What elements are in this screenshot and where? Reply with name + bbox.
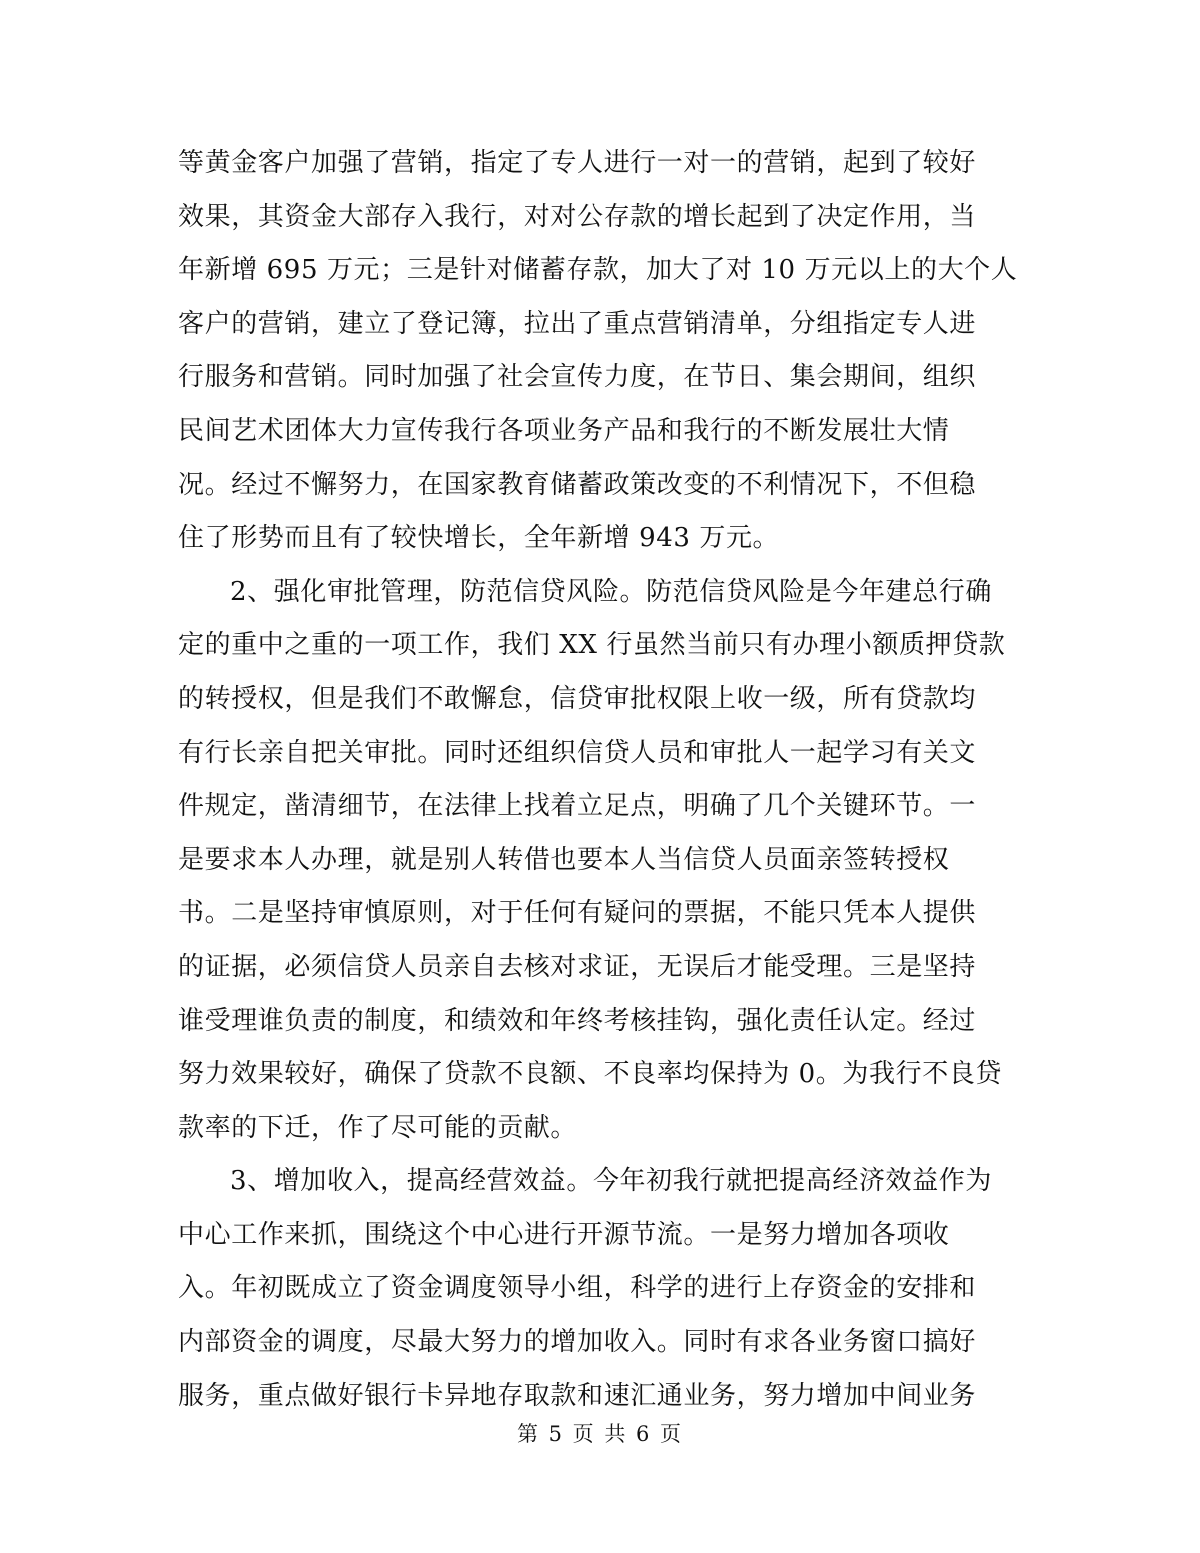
text-line: 款率的下迁，作了尽可能的贡献。	[178, 1112, 578, 1143]
text-line: 中心工作来抓，围绕这个中心进行开源节流。一是努力增加各项收	[178, 1219, 950, 1250]
text-line: 况。经过不懈努力，在国家教育储蓄政策改变的不利情况下，不但稳	[178, 469, 977, 500]
text-line: 是要求本人办理，就是别人转借也要本人当信贷人员面亲签转授权	[178, 844, 950, 875]
text-line: 行服务和营销。同时加强了社会宣传力度，在节日、集会期间，组织	[178, 362, 977, 393]
text-line: 住了形势而且有了较快增长，全年新增 943 万元。	[178, 523, 780, 554]
text-line: 效果，其资金大部存入我行，对对公存款的增长起到了决定作用，当	[178, 201, 977, 232]
text-line: 年新增 695 万元；三是针对储蓄存款，加大了对 10 万元以上的大个人	[178, 255, 1018, 286]
text-line: 民间艺术团体大力宣传我行各项业务产品和我行的不断发展壮大情	[178, 415, 950, 446]
page-number-footer: 第 5 页 共 6 页	[516, 1422, 684, 1446]
text-line: 内部资金的调度，尽最大努力的增加收入。同时有求各业务窗口搞好	[178, 1327, 977, 1358]
text-line: 客户的营销，建立了登记簿，拉出了重点营销清单，分组指定专人进	[178, 308, 977, 339]
text-line: 谁受理谁负责的制度，和绩效和年终考核挂钩，强化责任认定。经过	[178, 1005, 977, 1036]
text-line: 努力效果较好，确保了贷款不良额、不良率均保持为 0。为我行不良贷	[178, 1059, 1003, 1090]
text-line: 的转授权，但是我们不敢懈怠，信贷审批权限上收一级，所有贷款均	[178, 683, 977, 714]
paragraph-start-line: 2、强化审批管理，防范信贷风险。防范信贷风险是今年建总行确	[230, 576, 992, 607]
text-line: 件规定，凿清细节，在法律上找着立足点，明确了几个关键环节。一	[178, 791, 977, 822]
text-line: 入。年初既成立了资金调度领导小组，科学的进行上存资金的安排和	[178, 1273, 977, 1304]
text-line: 的证据，必须信贷人员亲自去核对求证，无误后才能受理。三是坚持	[178, 951, 977, 982]
text-line: 有行长亲自把关审批。同时还组织信贷人员和审批人一起学习有关文	[178, 737, 977, 768]
text-line: 定的重中之重的一项工作，我们 XX 行虽然当前只有办理小额质押贷款	[178, 630, 1006, 661]
paragraph-start-line: 3、增加收入，提高经营效益。今年初我行就把提高经济效益作为	[230, 1166, 992, 1197]
text-line: 书。二是坚持审慎原则，对于任何有疑问的票据，不能只凭本人提供	[178, 898, 977, 929]
text-line: 等黄金客户加强了营销，指定了专人进行一对一的营销，起到了较好	[178, 148, 977, 178]
text-line: 服务，重点做好银行卡异地存取款和速汇通业务，努力增加中间业务	[178, 1380, 977, 1411]
document-body	[178, 137, 1028, 1423]
